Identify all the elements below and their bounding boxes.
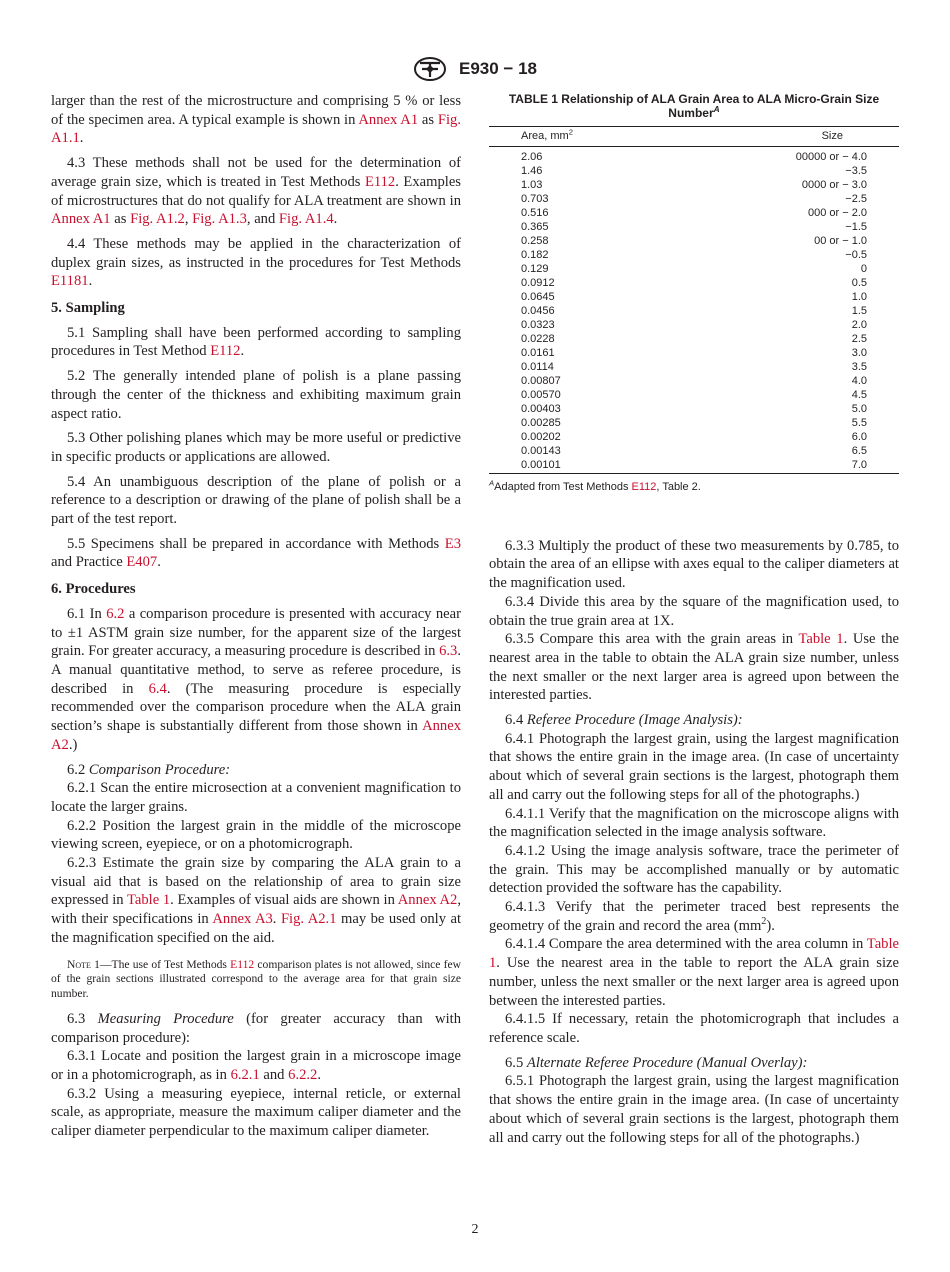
cell-area: 0.0161 (521, 347, 555, 359)
table-1-footnote: $^A$Adapted from Test Methods E112, Table 2. (489, 478, 701, 493)
table-row (489, 276, 899, 290)
cell-area: 0.00403 (521, 403, 561, 415)
page-number: 2 (471, 1222, 479, 1237)
cell-area: 0.703 (521, 193, 549, 205)
table-row (489, 458, 899, 474)
table-row (489, 248, 899, 262)
paragraph-4-3: 4.3 These methods shall not be used for the determination of average grain size, which is treated in Test Methods E112. Examples of microstructures that do not qualify for ALA treatment are shown in Annex A1 as Fig. A1.2, Fig. A1.3, and Fig. A1.4. (51, 155, 461, 228)
column-header-size: Size (673, 127, 899, 147)
section-heading-procedures: 6. Procedures (51, 581, 136, 598)
link-fig-a1-4[interactable]: Fig. A1.4 (278, 211, 334, 228)
cell-area: 0.00807 (521, 375, 561, 387)
link-e112[interactable]: E112 (210, 343, 241, 360)
table-row (489, 360, 899, 374)
paragraph-6-3: 6.3 Measuring Procedure (for greater accuracy than with comparison procedure): (51, 1010, 461, 1046)
cell-size: 7.0 (673, 458, 899, 474)
link-e1181[interactable]: E1181 (51, 273, 89, 290)
cell-area: 0.00285 (521, 417, 561, 429)
cell-area: 0.00143 (521, 445, 561, 457)
cell-size: 3.0 (851, 347, 867, 359)
cell-size: −0.5 (845, 249, 867, 261)
cell-size: 1.0 (851, 291, 867, 303)
table-row (489, 220, 899, 234)
link-table-1[interactable]: Table 1 (798, 631, 844, 648)
cell-size: 4.5 (851, 389, 867, 401)
paragraph-6-2-3: 6.2.3 Estimate the grain size by comparing the ALA grain to a visual aid that is based on the relationship of area to grain size expressed in Table 1. Examples of visual aids are shown in Annex A2, with their specifications in Annex A3. Fig. A2.1 may be used only at the magnification specified on the aid. (51, 855, 462, 946)
cell-size: −1.5 (845, 221, 867, 233)
table-row (489, 262, 899, 276)
paragraph-6-4-1-4: 6.4.1.4 Compare the area determined with the area column in Table 1. Use the nearest area in the table to report the ALA grain size number, unless the next smaller or the next larger area is agreed upon between the interested parties. (489, 936, 899, 1009)
paragraph-5-3: 5.3 Other polishing planes which may be more useful or predictive in specific products or applications are allowed. (51, 430, 461, 465)
link-6-2-1[interactable]: 6.2.1 (230, 1067, 260, 1084)
note-1: Note 1—The use of Test Methods E112 comparison plates is not allowed, since few of the grain sections illustrated correspond to the average area for that grain size number. (51, 957, 462, 1001)
paragraph-5-5: 5.5 Specimens shall be prepared in accordance with Methods E3 and Practice E407. (51, 535, 462, 571)
paragraph-5-2: 5.2 The generally intended plane of polish is a plane passing through the center of the thickness and exhibiting maximum grain aspect ratio. (51, 368, 461, 422)
cell-size: 000 or − 2.0 (807, 207, 867, 219)
paragraph-continued: larger than the rest of the microstructure and comprising 5 % or less of the specimen area. A typical example is shown in Annex A1 as Fig. A1.1. (51, 93, 462, 147)
cell-area: 0.0228 (521, 333, 555, 345)
table-1-body (489, 147, 899, 474)
table-row (489, 388, 899, 402)
cell-size: 00000 or − 4.0 (795, 151, 867, 163)
table-row (489, 416, 899, 430)
cell-size: 0.5 (851, 277, 867, 289)
cell-area: 1.03 (521, 179, 543, 191)
link-fig-a1-1[interactable]: Fig. A1.1 (51, 111, 462, 147)
table-1 (489, 126, 899, 474)
paragraph-6-1: 6.1 In 6.2 a comparison procedure is presented with accuracy near to ±1 ASTM grain size number, for the apparent size of the largest grain. For greater accuracy, a measuring procedure is described in 6.3. A manual quantitative method, to serve as referee procedure, is described in 6.4. (The measuring procedure is especially recommended over the comparison procedure when the ALA grain section’s shape is substantially different from those shown in Annex A2.) (51, 605, 461, 753)
cell-size: 6.0 (851, 431, 867, 443)
cell-size: 3.5 (851, 361, 867, 373)
paragraph-6-3-5: 6.3.5 Compare this area with the grain areas in Table 1. Use the nearest area in the table to obtain the ALA grain size number, unless the next smaller or the next larger area is agreed upon between the interested parties. (489, 631, 899, 704)
link-table-1[interactable]: Table 1 (127, 892, 171, 909)
table-row (489, 346, 899, 360)
paragraph-6-3-2: 6.3.2 Using a measuring eyepiece, internal reticle, or external scale, as appropriate, measure the maximum caliper diameter and the caliper diameter perpendicular to the maximum caliper diameter. (51, 1085, 461, 1140)
link-6-4[interactable]: 6.4 (148, 680, 167, 697)
cell-area: 0.00101 (489, 458, 673, 474)
column-header-area: Area, $mm^2$ (489, 127, 673, 147)
cell-area: 0.129 (521, 263, 549, 275)
table-row (489, 178, 899, 192)
link-e112[interactable]: E112 (230, 957, 255, 971)
paragraph-6-5-1: 6.5.1 Photograph the largest grain, using the largest magnification that shows the entire grain in the image area. (In case of uncertainty about which of several grain sections is the largest, photograph them all and carry out the following steps for all of the photographs.) (489, 1073, 899, 1146)
cell-area: 0.182 (521, 249, 549, 261)
paragraph-6-4-1-1: 6.4.1.1 Verify that the magnification on the microscope aligns with the magnification selected in the image analysis software. (489, 805, 899, 841)
table-1-title: TABLE 1 Relationship of ALA Grain Area to ALA Micro-Grain Size Number$^A$ (508, 92, 880, 120)
cell-area: 0.0323 (521, 319, 555, 331)
paragraph-6-4-1-2: 6.4.1.2 Using the image analysis software, trace the perimeter of the grain. This may be accomplished manually or by automatic detection provided the software has the capability. (489, 842, 899, 897)
paragraph-6-2-1: 6.2.1 Scan the entire microsection at a convenient magnification to locate the larger grains. (51, 780, 461, 815)
link-table-1[interactable]: Table 1 (489, 936, 899, 972)
cell-area: 0.00202 (521, 431, 561, 443)
link-annex-a1[interactable]: Annex A1 (51, 211, 111, 228)
cell-size: 0000 or − 3.0 (801, 179, 867, 191)
paragraph-6-4-1-3: 6.4.1.3 Verify that the perimeter traced best represents the geometry of the grain and record the area $(mm^2)$. (489, 899, 899, 934)
table-row (489, 234, 899, 248)
paragraph-5-4: 5.4 An unambiguous description of the plane of polish or a reference to a description or drawing of the plane of polish shall be a part of the test report. (51, 473, 461, 528)
link-6-2-2[interactable]: 6.2.2 (288, 1067, 318, 1084)
cell-area: 1.46 (521, 165, 543, 177)
cell-size: 2.5 (851, 333, 867, 345)
link-fig-a1-2[interactable]: Fig. A1.2 (130, 211, 185, 228)
cell-area: 0.0645 (521, 291, 555, 303)
cell-area: 0.365 (521, 221, 549, 233)
cell-area: 0.0114 (521, 361, 554, 373)
link-annex-a3[interactable]: Annex A3 (212, 911, 273, 928)
paragraph-6-4: 6.4 Referee Procedure (Image Analysis): (505, 712, 743, 729)
cell-size: 1.5 (851, 305, 867, 317)
link-6-2[interactable]: 6.2 (106, 605, 125, 622)
paragraph-6-5: 6.5 Alternate Referee Procedure (Manual Overlay): (505, 1054, 808, 1071)
cell-size: −2.5 (845, 193, 867, 205)
table-row (489, 192, 899, 206)
cell-area: 0.516 (521, 207, 549, 219)
paragraph-4-4: 4.4 These methods may be applied in the characterization of duplex grain sizes, as instructed in the procedures for Test Methods E1181. (51, 235, 461, 290)
paragraph-6-4-1-5: 6.4.1.5 If necessary, retain the photomicrograph that includes a reference scale. (489, 1011, 899, 1046)
table-row (489, 430, 899, 444)
paragraph-6-2-2: 6.2.2 Position the largest grain in the middle of the microscope viewing screen, eyepiece, or on a photomicrograph. (51, 817, 461, 853)
paragraph-6-3-4: 6.3.4 Divide this area by the square of the magnification used, to obtain the true grain area at 1X. (489, 593, 899, 629)
link-fig-a1-3[interactable]: Fig. A1.3 (192, 211, 247, 228)
link-e112[interactable]: E112 (631, 481, 657, 493)
table-row (489, 304, 899, 318)
link-fig-a2-1[interactable]: Fig. A2.1 (280, 911, 337, 928)
table-row (489, 290, 899, 304)
paragraph-6-4-1: 6.4.1 Photograph the largest grain, using the largest magnification that shows the entire grain in the image area. (In case of uncertainty about which of several grain sections is the largest, photograph them all and carry out the following steps for all of the photographs.) (489, 730, 899, 803)
table-row (489, 444, 899, 458)
link-6-3[interactable]: 6.3 (439, 643, 458, 660)
cell-size: 6.5 (851, 445, 867, 457)
page-header (0, 56, 950, 82)
table-row (489, 374, 899, 388)
cell-area: 0.0912 (521, 277, 555, 289)
link-e112[interactable]: E112 (364, 173, 396, 190)
cell-size: 4.0 (851, 375, 867, 387)
table-row (489, 147, 899, 165)
table-row (489, 206, 899, 220)
link-e407[interactable]: E407 (126, 554, 158, 571)
astm-logo-icon (413, 56, 447, 82)
link-e3[interactable]: E3 (444, 535, 462, 552)
right-column (489, 92, 899, 1147)
cell-size: 5.0 (851, 403, 867, 415)
cell-size: 00 or − 1.0 (814, 235, 867, 247)
cell-size: 2.0 (851, 319, 867, 331)
cell-area: 2.06 (521, 151, 543, 163)
cell-size: 0 (860, 263, 867, 275)
cell-area: 0.00570 (521, 389, 561, 401)
cell-size: 5.5 (851, 417, 867, 429)
table-row (489, 164, 899, 178)
section-heading-sampling: 5. Sampling (51, 300, 125, 317)
link-annex-a2[interactable]: Annex A2 (397, 892, 458, 909)
table-row (489, 332, 899, 346)
paragraph-6-3-1: 6.3.1 Locate and position the largest grain in a microscope image or in a photomicrograph, as in 6.2.1 and 6.2.2. (51, 1048, 461, 1084)
link-annex-a1[interactable]: Annex A1 (358, 111, 419, 128)
paragraph-6-2: 6.2 Comparison Procedure: (67, 761, 231, 778)
table-row (489, 402, 899, 416)
standard-designation: E930 − 18 (459, 59, 537, 78)
paragraph-6-3-3: 6.3.3 Multiply the product of these two measurements by 0.785, to obtain the area of an ellipse with axes equal to the caliper diameters at the magnification used. (489, 537, 899, 592)
cell-area: 0.0456 (521, 305, 555, 317)
left-column (51, 92, 461, 1141)
paragraph-5-1: 5.1 Sampling shall have been performed according to sampling procedures in Test Method E112. (51, 324, 461, 360)
cell-size: −3.5 (845, 165, 867, 177)
cell-area: 0.258 (521, 235, 549, 247)
link-annex-a2[interactable]: Annex A2 (51, 718, 461, 753)
table-row (489, 318, 899, 332)
